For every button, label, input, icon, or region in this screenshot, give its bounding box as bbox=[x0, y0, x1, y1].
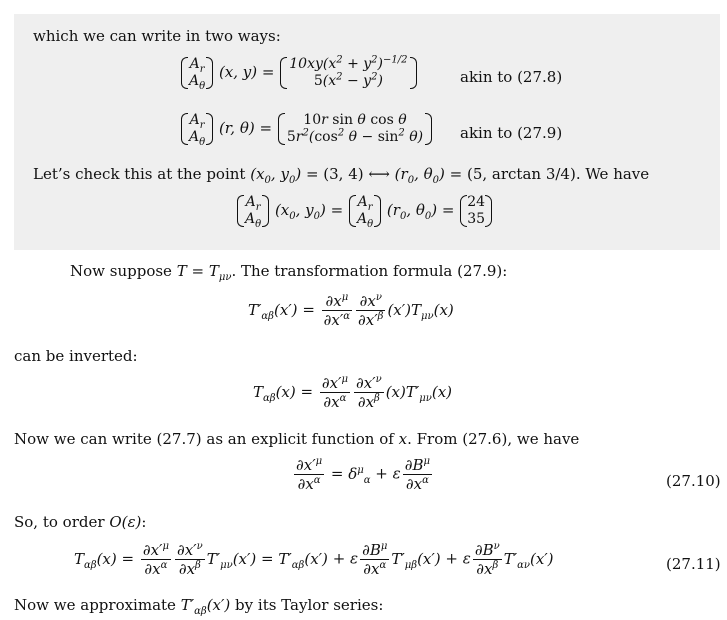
vector-entry-24: 24 bbox=[467, 194, 486, 210]
akin-label-2: akin to (27.9) bbox=[460, 124, 563, 142]
text-transformation: . The transformation formula (27.9): bbox=[231, 262, 508, 280]
check-line: Let’s check this at the point ($x_0$, $y_0) = (3$, 4) ⟷ ($r_0$, $\theta_0) = (5$, arctan 3/4). We have bbox=[33, 165, 650, 186]
intro-text: which we can write in two ways: bbox=[33, 27, 281, 45]
equation-number-27-11: (27.11) bbox=[666, 555, 721, 573]
equation-27-10: $\frac{\partial x'^\mu}{\partial x^\alpha}$ = $\delta^\mu_\alpha + \varepsilon$ $\frac{\partial B^\mu}{\partial x^\alpha}$ bbox=[296, 456, 430, 493]
akin-label-1: akin to (27.8) bbox=[460, 68, 563, 86]
text-taylor: by its Taylor series: bbox=[235, 596, 384, 614]
so-to-order-line: So, to order O(ε): bbox=[14, 513, 147, 531]
vector-entry-35: 35 bbox=[467, 211, 486, 227]
can-be-inverted-text: can be inverted: bbox=[14, 347, 138, 365]
equation-number-27-10: (27.10) bbox=[666, 472, 721, 490]
text-explicit: Now we can write (27.7) as an explicit function of bbox=[14, 430, 394, 448]
text-from: . From (27.6), we have bbox=[407, 430, 580, 448]
text-now-suppose: Now suppose bbox=[70, 262, 172, 280]
paragraph-explicit: Now we can write (27.7) as an explicit function of x. From (27.6), we have bbox=[14, 430, 580, 448]
equation-transformation: $T'_{\alpha\beta}(x')$ = $\frac{\partial x^\mu}{\partial x'^\alpha}$ $\frac{\partial x^\nu}{\partial x'^\beta}$ $(x')T_{\mu\nu}(x)$ bbox=[248, 292, 454, 329]
check-text-2: . We have bbox=[575, 165, 650, 183]
text-so-to-order: So, to order bbox=[14, 513, 105, 531]
equation-27-11: $T_{\alpha\beta}(x)$ = $\frac{\partial x'^\mu}{\partial x^\alpha}$ $\frac{\partial x'^\nu}{\partial x^\beta}$ $T'_{\mu\nu}(x') = T'_{\alpha\beta}(x') + \varepsilon$ $\frac{\partial B^\mu}{\partial x^\alpha}$ $T'_{\mu\beta}(x') + \varepsilon$ $\frac{\partial B^\nu}{\partial x^\beta}$ $T'_{\alpha\nu}(x')$ bbox=[74, 541, 554, 578]
equation-check: $A_r$ $A_\theta$ ($x_0$, $y_0$) = $A_r$ $A_\theta$ ($r_0$, $\theta_0$) = 24 35 bbox=[236, 194, 493, 228]
paragraph-taylor: Now we approximate $T'_{\alpha\beta}(x')$ by its Taylor series: bbox=[14, 596, 384, 617]
check-text-1: Let’s check this at the point bbox=[33, 165, 246, 183]
paragraph-now-suppose: Now suppose $T = T_{\mu\nu}$. The transformation formula (27.9): bbox=[70, 262, 508, 283]
equation-cartesian: $A_r$ $A_\theta$ (x, y) = $10xy(x^2 + y^2)^{-1/2}$ $5(x^2 - y^2)$ bbox=[180, 56, 418, 90]
text-approximate: Now we approximate bbox=[14, 596, 176, 614]
equation-inverted: $T_{\alpha\beta}(x)$ = $\frac{\partial x'^\mu}{\partial x^\alpha}$ $\frac{\partial x'^\nu}{\partial x^\beta}$ $(x)T'_{\mu\nu}(x)$ bbox=[253, 374, 453, 411]
equation-polar: $A_r$ $A_\theta$ (r, θ) = 10r sin θ cos θ $5r^2(\cos^2$ $\theta - \sin^2 \theta$) bbox=[180, 112, 433, 146]
